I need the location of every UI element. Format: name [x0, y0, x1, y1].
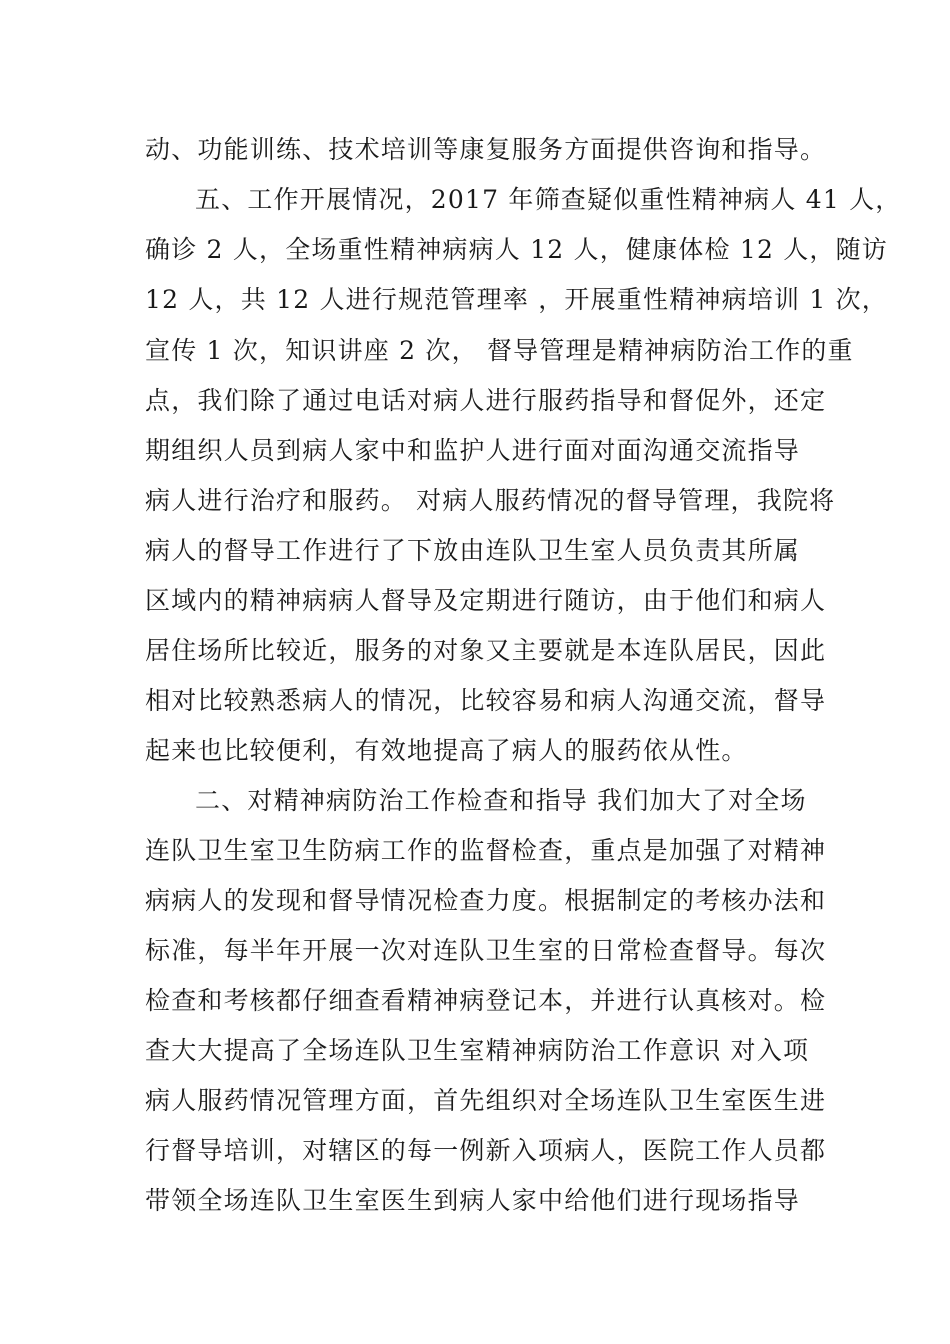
- text-line: 期组织人员到病人家中和监护人进行面对面沟通交流指导: [145, 436, 801, 465]
- text-line: 行督导培训，对辖区的每一例新入项病人，医院工作人员都: [145, 1136, 827, 1165]
- text-line: 居住场所比较近，服务的对象又主要就是本连队居民，因此: [145, 636, 827, 665]
- paragraph-two-first-line: 二、对精神病防治工作检查和指导 我们加大了对全场: [195, 786, 807, 815]
- text-line: 连队卫生室卫生防病工作的监督检查，重点是加强了对精神: [145, 836, 827, 865]
- paragraph-five-first-line: 五、工作开展情况，2017 年筛查疑似重性精神病人 41 人，: [195, 185, 902, 214]
- text-line: 12 人，共 12 人进行规范管理率 ，开展重性精神病培训 1 次，: [145, 285, 889, 314]
- text-line: 病病人的发现和督导情况检查力度。根据制定的考核办法和: [145, 886, 827, 915]
- text-line: 查大大提高了全场连队卫生室精神病防治工作意识 对入项: [145, 1036, 810, 1065]
- text-line: 检查和考核都仔细查看精神病登记本，并进行认真核对。检: [145, 986, 827, 1015]
- text-line: 相对比较熟悉病人的情况，比较容易和病人沟通交流，督导: [145, 686, 827, 715]
- text-line: 确诊 2 人，全场重性精神病病人 12 人，健康体检 12 人，随访: [145, 235, 889, 264]
- text-line: 病人进行治疗和服药。 对病人服药情况的督导管理，我院将: [145, 486, 836, 515]
- text-line: 标准，每半年开展一次对连队卫生室的日常检查督导。每次: [145, 936, 827, 965]
- text-line: 病人的督导工作进行了下放由连队卫生室人员负责其所属: [145, 536, 801, 565]
- text-line: 点，我们除了通过电话对病人进行服药指导和督促外，还定: [145, 386, 827, 415]
- text-line: 宣传 1 次，知识讲座 2 次， 督导管理是精神病防治工作的重: [145, 336, 854, 365]
- text-line: 起来也比较便利，有效地提高了病人的服药依从性。: [145, 736, 748, 765]
- text-line: 带领全场连队卫生室医生到病人家中给他们进行现场指导: [145, 1186, 801, 1215]
- text-line: 病人服药情况管理方面，首先组织对全场连队卫生室医生进: [145, 1086, 827, 1115]
- text-line: 动、功能训练、技术培训等康复服务方面提供咨询和指导。: [145, 135, 827, 164]
- text-line: 区域内的精神病病人督导及定期进行随访，由于他们和病人: [145, 586, 827, 615]
